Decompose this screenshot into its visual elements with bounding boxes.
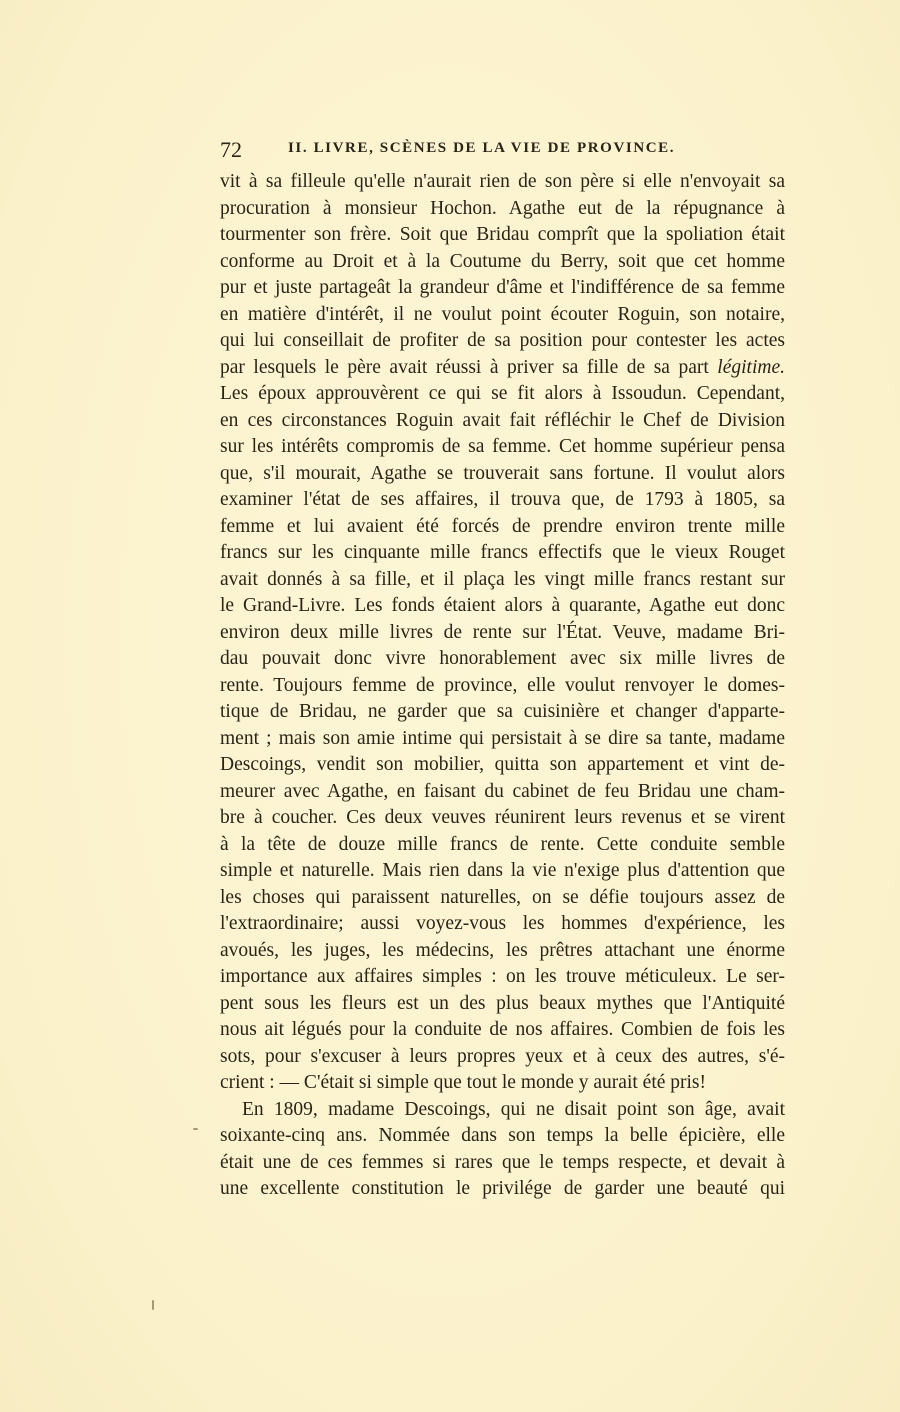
text-line-content: ment ; mais son amie intime qui persistait à se dire sa tante, madame	[220, 727, 785, 749]
text-line	[220, 805, 785, 832]
text-line-content: tique de Bridau, ne garder que sa cuisinière et changer d'apparte-	[220, 701, 785, 722]
scan-speck	[152, 1300, 154, 1310]
text-line-content: Les époux approuvèrent ce qui se fit alors à Issoudun. Cependant,	[220, 383, 785, 404]
running-title: II. LIVRE, SCÈNES DE LA VIE DE PROVINCE.	[288, 140, 676, 156]
text-line	[220, 487, 785, 514]
text-line-content: Descoings, vendit son mobilier, quitta son appartement et vint de-	[220, 754, 785, 775]
text-line	[220, 355, 785, 382]
body-text	[220, 169, 785, 1203]
text-line	[220, 911, 785, 938]
text-line	[220, 222, 785, 249]
text-line-content: avoués, les juges, les médecins, les prêtres attachant une énorme	[220, 939, 785, 961]
text-line-content: meurer avec Agathe, en faisant du cabinet de feu Bridau une cham-	[220, 780, 785, 802]
text-line	[220, 408, 785, 435]
text-line	[220, 646, 785, 673]
text-line	[220, 461, 785, 488]
text-line	[220, 249, 785, 276]
text-line	[220, 1176, 785, 1203]
text-line-content: rente. Toujours femme de province, elle voulut renvoyer le domes-	[220, 674, 785, 696]
text-line	[220, 328, 785, 355]
text-line	[220, 832, 785, 859]
text-line	[220, 567, 785, 594]
page-number: 72	[220, 137, 242, 162]
text-line-content: importance aux affaires simples : on les trouve méticuleux. Le ser-	[220, 966, 785, 987]
text-line-content: vit à sa filleule qu'elle n'aurait rien de son père si elle n'envoyait sa	[220, 171, 785, 192]
text-line	[220, 620, 785, 647]
text-line	[220, 275, 785, 302]
text-line-content: francs sur les cinquante mille francs effectifs que le vieux Rouget	[220, 542, 785, 563]
text-line	[220, 673, 785, 700]
text-line	[220, 169, 785, 196]
text-line	[220, 1123, 785, 1150]
text-line	[220, 938, 785, 965]
text-line	[220, 991, 785, 1018]
text-line-content: conforme au Droit et à la Coutume du Berry, soit que cet homme	[220, 250, 785, 272]
text-line	[220, 381, 785, 408]
text-line-content: examiner l'état de ses affaires, il trouva que, de 1793 à 1805, sa	[220, 489, 785, 510]
text-line-content: sots, pour s'excuser à leurs propres yeux et à ceux des autres, s'é-	[220, 1045, 785, 1067]
text-line-content: qui lui conseillait de profiter de sa position pour contester les actes	[220, 330, 785, 351]
text-line-content: les choses qui paraissent naturelles, on se défie toujours assez de	[220, 886, 785, 908]
text-line	[220, 779, 785, 806]
text-line-content: que, s'il mourait, Agathe se trouverait sans fortune. Il voulut alors	[220, 462, 785, 484]
text-line-content: pent sous les fleurs est un des plus beaux mythes que l'Antiquité	[220, 992, 785, 1014]
text-line-content: dau pouvait donc vivre honorablement avec six mille livres de	[220, 648, 785, 669]
text-line-content: soixante-cinq ans. Nommée dans son temps la belle épicière, elle	[220, 1125, 785, 1146]
text-line-content: une excellente constitution le privilége de garder une beauté qui	[220, 1178, 785, 1199]
text-line-content: en matière d'intérêt, il ne voulut point écouter Roguin, son notaire,	[220, 303, 785, 325]
text-line	[220, 885, 785, 912]
text-line	[220, 540, 785, 567]
text-line	[220, 699, 785, 726]
text-line	[220, 1044, 785, 1071]
text-line	[220, 302, 785, 329]
text-line	[220, 752, 785, 779]
text-line	[220, 196, 785, 223]
text-line	[220, 434, 785, 461]
text-line-content: était une de ces femmes si rares que le temps respecte, et devait à	[220, 1151, 785, 1173]
text-line-content: crient : — C'était si simple que tout le monde y aurait été pris!	[220, 1072, 707, 1093]
text-line-content: le Grand-Livre. Les fonds étaient alors à quarante, Agathe eut donc	[220, 595, 785, 616]
text-line-content: nous ait légués pour la conduite de nos affaires. Combien de fois les	[220, 1019, 785, 1040]
text-line-content: pur et juste partageât la grandeur d'âme et l'indifférence de sa femme	[220, 277, 785, 298]
text-line	[220, 726, 785, 753]
text-line	[220, 858, 785, 885]
text-line-content: procuration à monsieur Hochon. Agathe eut de la répugnance à	[220, 197, 785, 219]
text-line	[220, 964, 785, 991]
text-line-content: l'extraordinaire; aussi voyez-vous les hommes d'expérience, les	[220, 913, 785, 934]
text-line-content: sur les intérêts compromis de sa femme. Cet homme supérieur pensa	[220, 436, 785, 457]
text-line-content: En 1809, madame Descoings, qui ne disait point son âge, avait	[242, 1098, 785, 1120]
text-line	[220, 1150, 785, 1177]
text-line-content: bre à coucher. Ces deux veuves réunirent leurs revenus et se virent	[220, 807, 785, 828]
text-line	[220, 514, 785, 541]
text-line	[220, 1097, 785, 1124]
page-header	[220, 137, 785, 163]
text-line-content: par lesquels le père avait réussi à priver sa fille de sa part	[220, 356, 709, 378]
italic-word: légitime.	[717, 356, 785, 378]
text-line-content: tourmenter son frère. Soit que Bridau comprît que la spoliation était	[220, 224, 785, 245]
text-line-content: environ deux mille livres de rente sur l'État. Veuve, madame Bri-	[220, 621, 785, 643]
text-line	[220, 593, 785, 620]
text-line	[220, 1017, 785, 1044]
text-line-content: simple et naturelle. Mais rien dans la vie n'exige plus d'attention que	[220, 860, 785, 881]
text-line-content: femme et lui avaient été forcés de prendre environ trente mille	[220, 515, 785, 537]
text-line-content: avait donnés à sa fille, et il plaça les vingt mille francs restant sur	[220, 568, 785, 590]
scan-speck	[193, 1128, 198, 1130]
text-line	[220, 1070, 785, 1097]
text-line-content: en ces circonstances Roguin avait fait réfléchir le Chef de Division	[220, 409, 785, 431]
text-line-content: à la tête de douze mille francs de rente. Cette conduite semble	[220, 833, 785, 855]
